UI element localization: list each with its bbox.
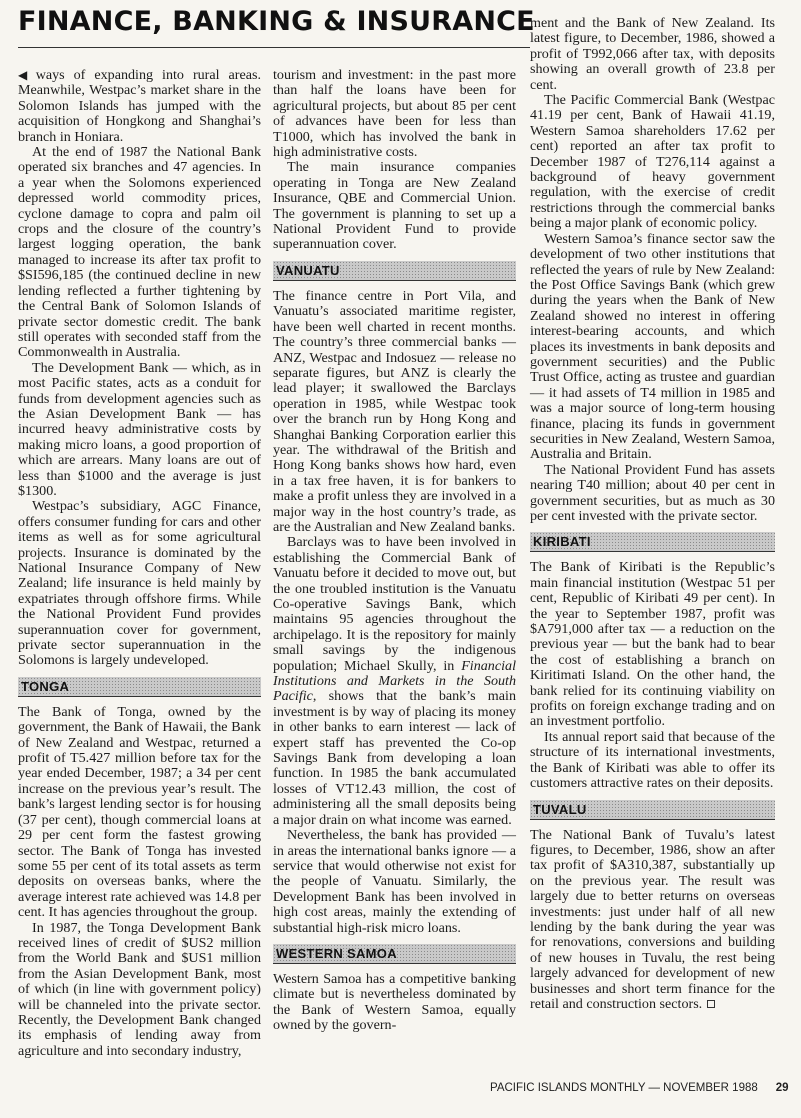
page-footer	[490, 1082, 789, 1094]
paragraph: The main insurance companies operating in Tonga are New Zealand Insurance, QBE and Commercial Union. The government is planning to set up a National Provident Fund to provide superannuation cover.	[273, 159, 516, 253]
paragraph: The Bank of Tonga, owned by the government, the Bank of Hawaii, the Bank of New Zealand and Westpac, returned a profit of T5.427 million before tax for the year ended December, 1987; a 34 per cent increase on the previous year’s result. The bank’s largest lending sector is for housing (37 per cent), though commercial loans at 29 per cent form the fastest growing sector. The Bank of Tonga has invested some 55 per cent of its total assets as term deposits on overseas banks, where the average interest rate achieved was 14.8 per cent. It has agencies throughout the group.	[18, 703, 261, 921]
end-mark-icon	[707, 1000, 715, 1008]
section-heading-kiribati: KIRIBATI	[530, 532, 775, 552]
page-number: 29	[775, 1082, 789, 1094]
paragraph: The Bank of Kiribati is the Republic’s main financial institution (Westpac 51 per cent, Republic of Kiribati 49 per cent). In the year to September 1987, profit was $A791,000 after tax — a reduction on the previous year — but the bank had to bear the cost of establishing a branch on Kiritimati Island. On the other hand, the bank relied for its continuing viability on profits on foreign exchange trading and on an investment portfolio.	[530, 559, 775, 730]
section-heading-tonga: TONGA	[18, 677, 261, 697]
paragraph: In 1987, the Tonga Development Bank received lines of credit of $US2 million from the World Bank and $US1 million from the Asian Development Bank, most of which (in line with government policy) will be channeled into the private sector. Recently, the Development Bank changed its emphasis of lending away from agriculture and into secondary industry,	[18, 919, 261, 1059]
paragraph: Its annual report said that because of the structure of its international investments, the Bank of Kiribati was able to offer its customers attractive rates on their deposits.	[530, 728, 775, 792]
section-heading-western-samoa: WESTERN SAMOA	[273, 944, 516, 964]
continued-arrow-icon: ◀	[18, 68, 33, 82]
paragraph: Western Samoa has a competitive banking climate but is nevertheless dominated by the Bank of Western Samoa, equally owned by the govern-	[273, 970, 516, 1034]
column-1	[18, 68, 261, 1059]
paragraph: tourism and investment: in the past more than half the loans have been for agricultural projects, but about 85 per cent of advances have been for less than T1000, which has involved the bank in high administrative costs.	[273, 67, 516, 161]
section-heading-vanuatu: VANUATU	[273, 261, 516, 281]
paragraph: Barclays was to have been involved in establishing the Commercial Bank of Vanuatu before it decided to move out, but the one troubled institution is the Vanuatu Co-operative Savings Bank, which maintains 95 agencies throughout the archipelago. It is the repository for mainly small savings by the indigenous population; Michael Skully, in Financial Institutions and Markets in the South Pacific, shows that the bank’s main investment is by way of placing its money in other banks to earn interest — lack of expert staff has prevented the Co-op Savings Bank from developing a loan function. In 1985 the bank accumulated losses of VT12.43 million, the cost of administering all the small deposits being a major drain on what income was earned.	[273, 534, 516, 828]
paragraph: Westpac’s subsidiary, AGC Finance, offers consumer funding for cars and other items as well as for some agricultural projects. Insurance is dominated by the National Insurance Company of New Zealand; life insurance is held mainly by expatriates through offshore firms. While the National Provident Fund provides superannuation cover for government, private sector superannuation in the Solomons is largely undeveloped.	[18, 498, 261, 669]
paragraph: Western Samoa’s finance sector saw the development of two other institutions that reflected the years of rule by New Zealand: the Post Office Savings Bank (which grew during the years when the Bank of New Zealand showed no interest in offering interest-bearing accounts, and which places its investments in bank deposits and government securities) and the Public Trust Office, acting as trustee and guardian — it had assets of T4 million in 1985 and was a major source of long-term housing finance, placing its funds in government securities in New Zealand, Western Samoa, Australia and Britain.	[530, 230, 775, 463]
paragraph: ment and the Bank of New Zealand. Its latest figure, to December, 1986, showed a profit of T992,066 after tax, with deposits showing an overall growth of 23.8 per cent.	[530, 15, 775, 93]
paragraph: The Pacific Commercial Bank (Westpac 41.19 per cent, Bank of Hawaii 41.19, Western Samoa shareholders 17.62 per cent) reported an after tax profit to December 1987 of T276,114 against a background of heavy government regulation, with the exercise of credit restrictions through the commercial banks being a major plank of economic policy.	[530, 92, 775, 232]
paragraph: The Development Bank — which, as in most Pacific states, acts as a conduit for funds from development agencies such as the Asian Development Bank — has incurred heavy administrative costs by making micro loans, a good proportion of which are arrears. Many loans are out of less than $1000 and the average is just $1300.	[18, 359, 261, 499]
paragraph: ◀ ways of expanding into rural areas. Meanwhile, Westpac’s market share in the Solomon Islands has jumped with the acquisition of Hongkong and Shanghai’s branch in Honiara.	[18, 67, 261, 145]
publication-line: PACIFIC ISLANDS MONTHLY — NOVEMBER 1988	[490, 1082, 758, 1094]
column-2	[273, 68, 516, 1034]
paragraph: Nevertheless, the bank has provided — in areas the international banks ignore — a service that would otherwise not exist for the people of Vanuatu. Similarly, the Development Bank has been involved in high cost areas, mainly the extending of substantial high-risk micro loans.	[273, 827, 516, 936]
section-heading-tuvalu: TUVALU	[530, 800, 775, 820]
paragraph: The National Bank of Tuvalu’s latest figures, to December, 1986, show an after tax profit of $A310,387, substantially up on the previous year. The result was largely due to better returns on overseas investments: just under half of all new lending by the bank during the year was for renovations, conversions and building of new houses in Tuvalu, the rest being largely advanced for development of new businesses and short term finance for the retail and construction sectors.	[530, 826, 775, 1012]
title-rule	[18, 47, 530, 48]
paragraph: The National Provident Fund has assets nearing T40 million; about 40 per cent in government securities, but as much as 30 per cent invested with the private sector.	[530, 461, 775, 524]
book-title: Financial Institutions and Markets in the South Pacific	[273, 657, 516, 705]
paragraph: The finance centre in Port Vila, and Vanuatu’s associated maritime register, have been well charted in recent months. The country’s three commercial banks — ANZ, Westpac and Indosuez — release no separate figures, but ANZ is clearly the lead player; it swallowed the Barclays operation in 1985, while Westpac took over the branch run by Hong Kong and Shanghai Banking Corporation earlier this year. The withdrawal of the British and Hong Kong banks shows how hard, even in a tax free haven, it is for bankers to make a profit unless they are involved in a major way in the host country’s trade, as are the Australian and New Zealand banks.	[273, 287, 516, 535]
section-title: FINANCE, BANKING & INSURANCE	[18, 6, 535, 37]
column-3	[530, 16, 775, 1012]
paragraph: At the end of 1987 the National Bank operated six branches and 47 agencies. In a year when the Solomons experienced depressed world commodity prices, cyclone damage to copra and palm oil crops and the closure of the country’s largest logging operation, the bank managed to increase its after tax profit to $SI596,185 (the continued decline in new lending reflected a further tightening by the Central Bank of Solomon Islands of private sector domestic credit. The bank still operates with seconded staff from the Commonwealth in Australia.	[18, 144, 261, 361]
